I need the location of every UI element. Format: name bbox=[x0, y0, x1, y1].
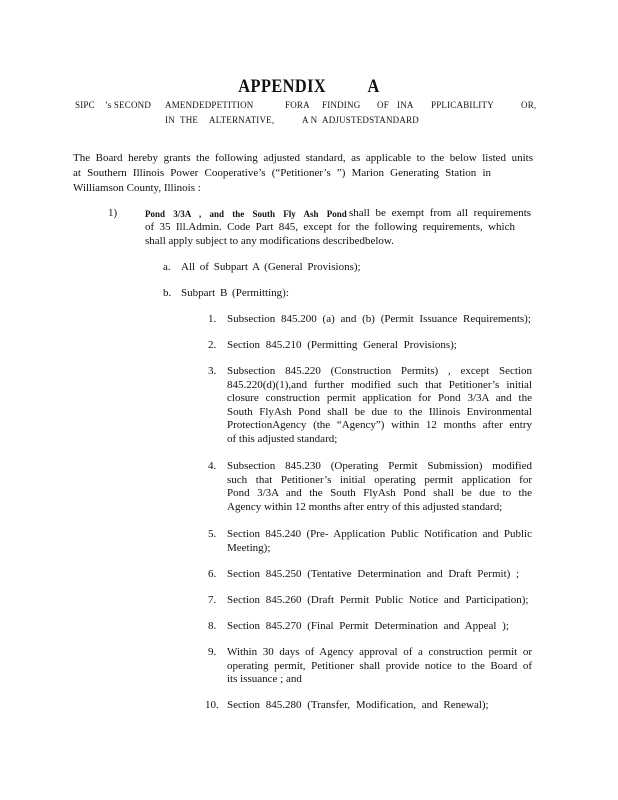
item-number: 1. bbox=[208, 313, 217, 325]
item-number: 9. bbox=[208, 646, 217, 658]
item-text-line: Agency within 12 months after entry of this adjusted standard; bbox=[227, 500, 503, 513]
intro-line: The Board hereby grants the following adjusted standard, as applicable to the below listed units bbox=[73, 152, 533, 164]
item-text-line: Subsection 845.230 (Operating Permit Submission) modified bbox=[227, 460, 532, 472]
item-text-line: Meeting); bbox=[227, 541, 271, 554]
item-text-line: ProtectionAgency (the “Agency”) within 12 months after entry bbox=[227, 419, 532, 431]
section-line: shall be exempt from all requirements bbox=[349, 207, 532, 219]
item-text-line: Section 845.280 (Transfer, Modification, and Renewal); bbox=[227, 699, 489, 711]
item-number: 6. bbox=[208, 568, 217, 580]
subtitle-word: PPLICABILITY bbox=[431, 100, 494, 110]
appendix-title-word: APPENDIX bbox=[238, 76, 327, 97]
subtitle-word: A N bbox=[302, 115, 318, 125]
item-text-line: Section 845.210 (Permitting General Provisions); bbox=[227, 339, 457, 351]
item-text-line: Subsection 845.220 (Construction Permits) , except Section bbox=[227, 365, 532, 377]
item-text-line: South FlyAsh Pond shall be due to the Illinois Environmental bbox=[227, 405, 532, 418]
item-text-line: its issuance ; and bbox=[227, 673, 302, 685]
section-line: shall apply subject to any modifications describedbelow. bbox=[145, 235, 394, 247]
item-number: 4. bbox=[208, 460, 217, 472]
subtitle-word: THE bbox=[180, 115, 199, 125]
subsection-text: Subpart B (Permitting): bbox=[181, 287, 289, 299]
intro-line: Williamson County, Illinois : bbox=[73, 182, 201, 194]
section-lead: Pond 3/3A , and the South Fly Ash Pond bbox=[145, 209, 347, 219]
subsection-text: All of Subpart A (General Provisions); bbox=[181, 261, 361, 273]
item-text-line: Section 845.240 (Pre- Application Public Notification and Public bbox=[227, 528, 532, 540]
item-text-line: Section 845.270 (Final Permit Determination and Appeal ); bbox=[227, 620, 509, 632]
item-text-line: Subsection 845.200 (a) and (b) (Permit Issuance Requirements); bbox=[227, 313, 531, 325]
section-line: of 35 Ill.Admin. Code Part 845, except for the following requirements, which bbox=[145, 221, 515, 233]
subtitle-word: FORA bbox=[285, 100, 310, 110]
item-text-line: Pond 3/3A and the South FlyAsh Pond shall be due to the bbox=[227, 487, 532, 499]
item-number: 5. bbox=[208, 528, 217, 540]
subtitle-word: OF bbox=[377, 100, 389, 110]
item-text-line: such that Petitioner’s initial operating permit application for bbox=[227, 473, 532, 486]
subtitle-word: INA bbox=[397, 100, 414, 110]
subtitle-word: OR, bbox=[521, 100, 537, 110]
appendix-title-letter: A bbox=[367, 76, 380, 97]
item-text-line: of this adjusted standard; bbox=[227, 432, 338, 445]
subtitle-word: ALTERNATIVE, bbox=[209, 115, 275, 125]
item-text-line: operating permit, Petitioner shall provide notice to the Board of bbox=[227, 659, 532, 672]
item-number: 8. bbox=[208, 620, 217, 632]
subtitle-word: ADJUSTEDSTANDARD bbox=[322, 115, 419, 125]
item-number: 3. bbox=[208, 365, 217, 377]
item-number: 7. bbox=[208, 594, 217, 606]
item-text-line: 845.220(d)(1),and further modified such that Petitioner’s initial bbox=[227, 378, 532, 391]
item-number: 10. bbox=[205, 699, 219, 711]
item-text-line: Section 845.250 (Tentative Determination and Draft Permit) ; bbox=[227, 568, 520, 580]
item-text-line: closure construction permit application for Pond 3/3A and the bbox=[227, 392, 532, 404]
subtitle-word: IN bbox=[165, 115, 175, 125]
subtitle-word: FINDING bbox=[322, 100, 361, 110]
item-text-line: Section 845.260 (Draft Permit Public Notice and Participation); bbox=[227, 594, 529, 606]
section-number: 1) bbox=[108, 207, 118, 219]
subtitle-word: AMENDEDPETITION bbox=[165, 100, 254, 110]
subtitle-word: SIPC bbox=[75, 100, 95, 110]
subsection-letter: b. bbox=[163, 287, 172, 299]
appendix-title bbox=[43, 76, 574, 98]
subtitle-word: ’s SECOND bbox=[105, 100, 152, 110]
subsection-letter: a. bbox=[163, 261, 171, 273]
item-text-line: Within 30 days of Agency approval of a construction permit or bbox=[227, 646, 532, 658]
item-number: 2. bbox=[208, 339, 217, 351]
intro-line: at Southern Illinois Power Cooperative’s (“Petitioner’s ”) Marion Generating Station in bbox=[73, 167, 491, 179]
